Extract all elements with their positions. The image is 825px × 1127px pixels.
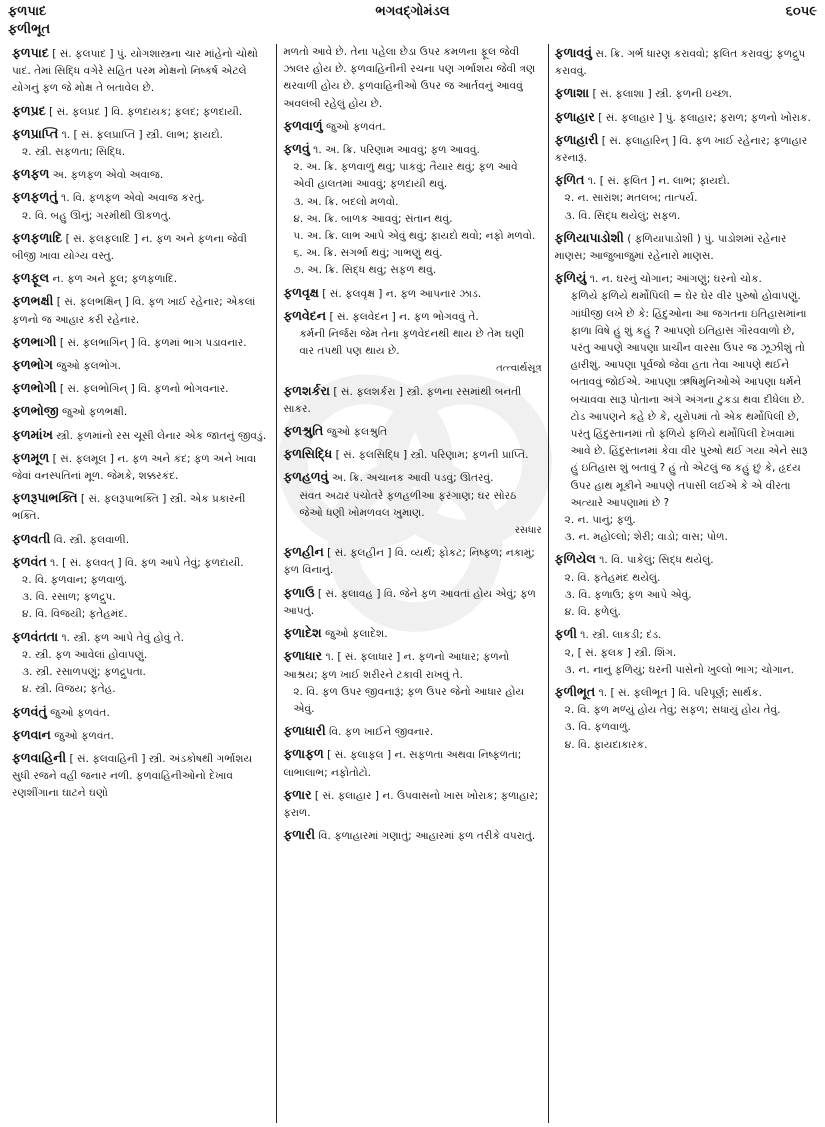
- headword: ફળાશા: [554, 85, 590, 101]
- headword: ફળહીન: [283, 544, 324, 560]
- headword: ફળપ્રદ: [12, 102, 46, 118]
- definition: [ સં. ફલભાગિન્ ] વિ. ફળમાં ભાગ પડાવનાર.: [59, 336, 247, 349]
- guide-word-left: ફળપાદ: [8, 4, 47, 19]
- dictionary-entry: [12, 530, 270, 549]
- dictionary-entry: [283, 44, 541, 113]
- sense: ૩. વિ. ફળાઉ; ફળ આપે એવું.: [564, 588, 692, 601]
- dictionary-entry: [12, 489, 270, 525]
- headword: ફળફૂલ: [12, 270, 50, 286]
- sense: ૪. અ. ક્રિ. બાળક આવવું; સંતાન થવું.: [293, 212, 453, 225]
- dictionary-entry: [283, 647, 541, 718]
- headword: ફળસિદ્ધિ: [283, 446, 333, 462]
- sense: ૩. અ. ક્રિ. બદલો મળવો.: [293, 195, 399, 208]
- sense: ૩. વિ. ફળવાળું.: [564, 721, 631, 734]
- column-3: [548, 44, 819, 1123]
- definition: ૧. ન. ઘરનું ચોગાન; આંગણું; ઘરનો ચોક.: [589, 273, 762, 286]
- definition: વિ. ફળાહારમાં ગણાતું; આહારમાં ફળ તરીકે વપરાતું.: [318, 830, 536, 843]
- definition: ૧. [ સં. ફલવત્ ] વિ. ફળ આપે તેવું; ફળદાયી.: [50, 556, 244, 569]
- sense: ૨. વિ. ફળ ઉપર જીવનારૂં; ફળ ઉપર જેનો આધાર હોય એવું.: [293, 685, 525, 715]
- dictionary-entry: [555, 171, 813, 225]
- sense: ૨. સ્ત્રી. સફળતા; સિદ્ધિ.: [22, 146, 126, 159]
- sense: ૨. સ્ત્રી. ફળ આવેલાં હોવાપણું.: [22, 648, 148, 661]
- dictionary-entry: [283, 468, 541, 539]
- book-title: ભગવદ્ગોમંડલ: [375, 4, 450, 19]
- definition: ૧. [ સં. ફલીભૂત ] વિ. પરિપૂર્ણ; સાર્થક.: [598, 686, 762, 699]
- headword: ફળવતી: [12, 530, 51, 546]
- definition: ન. ફળ અને ફૂલ; ફળફળાદિ.: [52, 273, 178, 286]
- headword: ફળવેદન: [283, 307, 327, 323]
- headword: ફળાફળ: [283, 746, 324, 762]
- headword: ફળાહારી: [554, 131, 599, 147]
- headword: ફળમાંખ: [12, 426, 53, 442]
- headword: ફળશ્રુતિ: [283, 423, 324, 439]
- definition: ૧. અ. ક્રિ. પરિણામ આવવું; ફળ આવવું.: [313, 144, 480, 157]
- headword: ફળપાદ: [12, 45, 49, 60]
- headword: ફળવાળું: [283, 117, 323, 133]
- definition: અ. ફળફળ એવો અવાજ.: [52, 169, 164, 182]
- guide-word-left-2: ફળીભૂત: [8, 22, 51, 37]
- definition: [ સં. ફલફલાદિ ] ન. ફળ અને ફળના જેવી બીજી ખાવા યોગ્ય વસ્તુ.: [12, 232, 247, 263]
- definition: મળતો આવે છે. તેના પહેલા છેડા ઉપર કમળના ફૂલ જેવી ઝાલર હોય છે. ફળવાહિનીની રચના પણ ગર્ભાશય જેવી ત્રણ થરવાળી હોય છે. ફળવાહિનીઓ ઉપર જ આર્તવનું આવવું અવલંબી રહેલું હોય છે.: [283, 46, 536, 110]
- dictionary-entry: [555, 269, 813, 546]
- sense: ૨. વિ. બહુ ઊનું; ગરમીથી ઊકળતું.: [22, 209, 172, 222]
- headword: ફળવાહિની: [12, 749, 67, 765]
- sense: ૬. અ. ક્રિ. સગર્ભા થવું; ગાભણું થવું.: [293, 247, 443, 260]
- definition: [ સં. ફલાવહ ] વિ. જેને ફળ આવતાં હોય એવું; ફળ આપતું.: [283, 587, 536, 617]
- definition: [ સં. ફલાહાર ] પું. ફલાહાર; ફરાળ; ફળનો ખોરાક.: [598, 111, 811, 124]
- definition: ૧. સ્ત્રી. લાકડી; દંડ.: [580, 629, 662, 642]
- definition: [ સં. ફલમૂલ ] ન. ફળ અને કંદ; ફળ અને ખાવા જેવાં વનસ્પતિનાં મૂળ. જેમકે, શક્કરકંદ.: [12, 452, 257, 483]
- dictionary-entry: [12, 188, 270, 224]
- headword: ફળફળતું: [12, 189, 58, 205]
- headword: ફળાવવું: [554, 45, 592, 60]
- headword: ફળાહાર: [554, 108, 595, 124]
- definition: ( ફળિયાપાડોશી ) પું. પાડોશમાં રહેનાર માણસ; આજુબાજુમાં રહેનારો માણસ.: [554, 232, 787, 263]
- headword: ફળપ્રાપ્તિ: [12, 125, 59, 141]
- headword: ફળાઉ: [283, 584, 315, 600]
- quotation-source: તત્ત્વાર્થસૂત્ર: [496, 363, 542, 375]
- quotation: સંવત અઢાર પંચોતરે ફળહળીઆ ફરંગાણ; ઘર સોરઠ જેઓ ધણી ખોમળવલ ખુમાણ.: [299, 489, 517, 519]
- definition: ૧. [ સં. ફલાધાર ] ન. ફળનો આધાર; ફળનો આશ્રય; ફળ ખાઈ શરીરને ટકાવી રાખવું તે.: [283, 651, 510, 681]
- definition: જુઓ ફલભોગ.: [56, 360, 121, 373]
- definition: [ સં. ફલાશા ] સ્ત્રી. ફળની ઇચ્છા.: [592, 88, 733, 101]
- sense: ૪. સ્ત્રી. વિજય; ફતેહ.: [22, 683, 116, 696]
- dictionary-entry: [555, 229, 813, 265]
- headword: ફળફળ: [12, 166, 50, 182]
- sense: ૨. વિ. ફળવાન; ફળવાળું.: [22, 574, 128, 587]
- definition: જુઓ ફલશ્રુતિ: [326, 426, 388, 439]
- quotation-source: રસધાર: [514, 525, 542, 537]
- dictionary-entry: [12, 426, 270, 445]
- definition: અ. ક્રિ. અચાનક આવી પડવું; ઊતરવું.: [331, 472, 494, 485]
- column-1: [6, 44, 276, 1123]
- definition: જુઓ ફળવંત.: [50, 706, 110, 719]
- definition: ૧. વિ. ફળફળ એવો અવાજ કરતું.: [61, 192, 205, 205]
- headword: ફળિત: [554, 172, 585, 188]
- headword: ફળારી: [283, 827, 316, 843]
- headword: ફળભોગ: [12, 357, 53, 373]
- dictionary-entry: [12, 749, 270, 803]
- headword: ફળવંત: [12, 553, 47, 569]
- sense: ૩. સ્ત્રી. રસાળપણું; ફળદ્રુપતા.: [22, 666, 146, 679]
- dictionary-entry: [12, 449, 270, 485]
- definition: [ સં. ફલભોગિન્ ] વિ. ફળનો ભોગવનાર.: [59, 383, 229, 396]
- definition: [ સં. ફલપાદ ] પું. યોગશાસ્ત્રના ચાર માંહેનો ચોથો પાદ. તેમાં સિદ્ધિ વગેરે સહિત પરમ મોક્ષનો નિષ્કર્ષ એટલે યોગનું ફળ જે મોક્ષ તે બતાવેલ છે.: [12, 48, 258, 95]
- page-number: ૬૦૫૯: [785, 4, 817, 19]
- dictionary-entry: [555, 683, 813, 754]
- headword: ફળાદેશ: [283, 625, 322, 641]
- sense: ૩. વિ. રસાળ; ફળદ્રુપ.: [22, 591, 116, 604]
- dictionary-entry: [283, 722, 541, 741]
- headword: ફળશર્કરા: [283, 382, 330, 398]
- definition: [ સં. ફલસિદ્ધિ ] સ્ત્રી. પરિણામ; ફળની પ્રાપ્તિ.: [335, 449, 529, 462]
- headword: ફળિયાપાડોશી: [554, 229, 624, 245]
- quotation: કર્મની નિર્જરા જેમ તેના ફળવેદનથી થાય છે તેમ ઘણી વાર તપથી પણ થાય છે.: [299, 328, 525, 358]
- dictionary-entry: [12, 628, 270, 699]
- headword: ફળભોજી: [12, 403, 59, 419]
- headword: ફળવાન: [12, 726, 51, 742]
- definition: [ સં. ફલપ્રદ ] વિ. ફળદાયક; ફલદ; ફળદાયી.: [49, 105, 243, 118]
- dictionary-columns: [6, 44, 819, 1123]
- definition: [ સં. ફલાહારિન્ ] વિ. ફળ ખાઈ રહેનાર; ફળાહાર કરનારૂં.: [554, 134, 808, 165]
- dictionary-entry: [12, 703, 270, 722]
- dictionary-entry: [555, 44, 813, 80]
- dictionary-entry: [12, 379, 270, 398]
- headword: ફળવંતું: [12, 703, 47, 719]
- headword: ફળીભૂત: [554, 683, 596, 699]
- dictionary-entry: [283, 543, 541, 579]
- sense: ૪. વિ. ફાયદાકારક.: [564, 738, 648, 751]
- headword: ફળાધારી: [283, 723, 326, 739]
- sense: ૪. વિ. ફળેલું.: [564, 606, 621, 619]
- headword: ફળાર: [283, 786, 312, 802]
- dictionary-entry: [12, 292, 270, 328]
- dictionary-entry: [12, 269, 270, 288]
- definition: [ સં. ફલવેદન ] ન. ફળ ભોગવવું તે.: [329, 310, 479, 323]
- dictionary-entry: [12, 726, 270, 745]
- dictionary-entry: [283, 422, 541, 441]
- dictionary-entry: [12, 125, 270, 161]
- definition: જુઓ ફળવંત.: [54, 729, 114, 742]
- definition: વિ. સ્ત્રી. ફલવાળી.: [53, 533, 130, 546]
- sense: ૭. અ. ક્રિ. સિદ્ધ થવું; સફળ થવું.: [293, 264, 437, 277]
- definition: જુઓ ફળભક્ષી.: [62, 406, 128, 419]
- dictionary-entry: [12, 402, 270, 421]
- definition: [ સં. ફલભક્ષિન્ ] વિ. ફળ ખાઈ રહેનાર; એકલાં ફળનો જ આહાર કરી રહેનાર.: [12, 296, 256, 326]
- definition: જુઓ ફલાદેશ.: [325, 628, 388, 641]
- sense: ૫. અ. ક્રિ. લાભ આપે એવું થવું; ફાયદો થવો; નફો મળવો.: [293, 230, 536, 243]
- dictionary-entry: [12, 229, 270, 265]
- headword: ફળરૂપાભક્તિ: [12, 490, 78, 506]
- definition: ૧. [ સં. ફલિત ] ન. લાભ; ફાયદો.: [587, 175, 730, 188]
- dictionary-entry: [283, 307, 541, 378]
- dictionary-entry: [283, 826, 541, 845]
- headword: ફળાધાર: [283, 648, 323, 664]
- headword: ફળવૃક્ષ: [283, 284, 319, 300]
- headword: ફળવું: [283, 141, 310, 157]
- dictionary-entry: [283, 445, 541, 464]
- dictionary-entry: [12, 356, 270, 375]
- definition: જુઓ ફળવંત.: [325, 120, 386, 133]
- headword: ફળિયું: [554, 270, 587, 286]
- headword: ફળી: [554, 626, 577, 642]
- definition: [ સં. ફલશર્કરા ] સ્ત્રી. ફળના રસમાંથી બનતી સાકર.: [283, 385, 522, 415]
- definition: [ સં. ફલાફલ ] ન. સફળતા અથવા નિષ્ફળતા; લાભાલાભ; નફોતોટો.: [283, 749, 522, 779]
- sense: ૩. ન. મહોલ્લો; શેરી; વાડો; વાસ; પોળ.: [564, 531, 728, 544]
- definition: સ્ત્રી. ફળમાંનો રસ ચૂસી લેનાર એક જાતનું જીવડું.: [56, 429, 267, 442]
- dictionary-entry: [283, 140, 541, 280]
- dictionary-entry: [12, 333, 270, 352]
- dictionary-entry: [12, 102, 270, 121]
- definition: ૧. [ સં. ફલપ્રાપ્તિ ] સ્ત્રી. લાભ; ફાયદો.: [61, 128, 224, 141]
- definition: [ સં. ફલરૂપાભક્તિ ] સ્ત્રી. એક પ્રકારની ભક્તિ.: [12, 493, 246, 523]
- quotation: ફળિયે ફળિયે થર્મોપિલી = ઘેર ઘેર વીર પુરુષો હોવાપણું. ગાંધીજી લખે છે કે: હિંદુઓના આ જગતના ઇતિહાસમાંના ફાળા વિષે હું શું કહું ? આપણો ઇતિહાસ ગૌરવવાળો છે, પરંતુ આપણે આપણા પ્રાચીન વારસા ઉપર જ ઝૂઝીશું તો હારીશું. આપણા પૂર્વજો જેવા હતા તેવા આપણે થઈને બતાવવું જોઈએ. આપણા ઋષિમુનિઓએ આપણા ધર્મને બચાવવા સારૂ પોતાના અંગે અંગના ટુકડા થવા દીધેલા છે. ટોડ આપણને કહે છે કે, યુરોપમાં તો એક થર્મોપિલી છે, પરંતુ હિંદુસ્તાનમાં તો ફળિયે ફળિયે થર્મોપિલી દેખવામાં આવે છે. હિંદુસ્તાનમાં કેવા વીર પુરુષો થઈ ગયા એને સારૂ હું ઇતિહાસ શું બતાવું ? હું તો એટલું જ કહું છું કે, હૃદય ઉપર હાથ મૂકીને આપણે તપાસી લઈએ કે એ વીરતા અત્યારે આપણામાં છે ?: [570, 290, 808, 509]
- sense: ૨. વિ. ફતેહમંદ થયેલું.: [564, 571, 661, 584]
- dictionary-entry: [555, 550, 813, 621]
- dictionary-entry: [283, 745, 541, 781]
- sense: ૨. અ. ક્રિ. ફળવાળું થવું; પાકવું; તૈયાર થવું; ફળ આવે એવી હાલતમાં આવવું; ફળદાયી થવું.: [293, 161, 518, 191]
- page-header: [8, 4, 817, 22]
- dictionary-entry: [283, 382, 541, 418]
- dictionary-entry: [555, 84, 813, 103]
- sense: ૨. ન. સારાંશ; મતલબ; તાત્પર્ય.: [564, 192, 698, 205]
- dictionary-entry: [12, 44, 270, 98]
- sense: ૨, [ સં. ફલક ] સ્ત્રી. શિંગ.: [564, 646, 677, 659]
- headword: ફળફળાદિ: [12, 229, 63, 245]
- dictionary-entry: [555, 108, 813, 127]
- definition: ૧. સ્ત્રી. ફળ આપે તેવું હોવું તે.: [61, 631, 185, 644]
- headword: ફળવંતતા: [12, 628, 59, 644]
- dictionary-entry: [555, 131, 813, 167]
- dictionary-entry: [283, 786, 541, 822]
- dictionary-entry: [12, 553, 270, 624]
- sense: ૨. ન. પાનું; ફળું.: [564, 514, 636, 527]
- definition: વિ. ફળ ખાઈને જીવનાર.: [329, 726, 434, 739]
- definition: સ. ક્રિ. ગર્ભ ધારણ કરાવવો; ફલિત કરાવવું; ફળદ્રુપ કરાવવું.: [554, 48, 806, 78]
- sense: ૩. વિ. સિદ્ધ થયેલું; સફળ.: [564, 209, 681, 222]
- column-2: [276, 44, 547, 1123]
- headword: ફળિયેલ: [554, 551, 596, 567]
- dictionary-entry: [283, 117, 541, 136]
- definition: [ સં. ફલવૃક્ષ ] ન. ફળ આપનાર ઝાડ.: [322, 287, 482, 300]
- dictionary-entry: [555, 625, 813, 679]
- definition: [ સં. ફલવાહિની ] સ્ત્રી. અંડકોષથી ગર્ભાશય સુધી રજને વહી જનાર નળી. ફળવાહિનીઓનો દેખાવ રણશીંગાના ઘાટને ઘણો: [12, 752, 253, 800]
- dictionary-entry: [283, 284, 541, 303]
- definition: [ સં. ફલહીન ] વિ. વ્યર્થ; ફોકટ; નિષ્ફળ; નકામું; ફળ વિનાનું.: [283, 547, 535, 577]
- headword: ફળભક્ષી: [12, 293, 54, 309]
- definition: ૧. વિ. પાકેલું; સિદ્ધ થયેલું.: [599, 554, 714, 567]
- headword: ફળહળવું: [283, 469, 329, 485]
- headword: ફળભોગી: [12, 380, 57, 396]
- dictionary-entry: [12, 165, 270, 184]
- sense: ૨. વિ. ફળ મળ્યું હોય તેવું; સફળ; સધાયું હોય તેવું.: [564, 704, 781, 717]
- dictionary-entry: [283, 584, 541, 620]
- headword: ફળમૂળ: [12, 449, 50, 465]
- sense: ૩. ન. નાનું ફળિયું; ઘરની પાસેનો ખુલ્લો ભાગ; ચોગાન.: [564, 663, 794, 676]
- headword: ફળભાગી: [12, 333, 57, 349]
- dictionary-entry: [283, 624, 541, 643]
- sense: ૪. વિ. વિજયી; ફતેહમંદ.: [22, 608, 128, 621]
- definition: [ સં. ફલાહાર ] ન. ઉપવાસનો ખાસ ખોરાક; ફળાહાર; ફરાળ.: [283, 789, 539, 819]
